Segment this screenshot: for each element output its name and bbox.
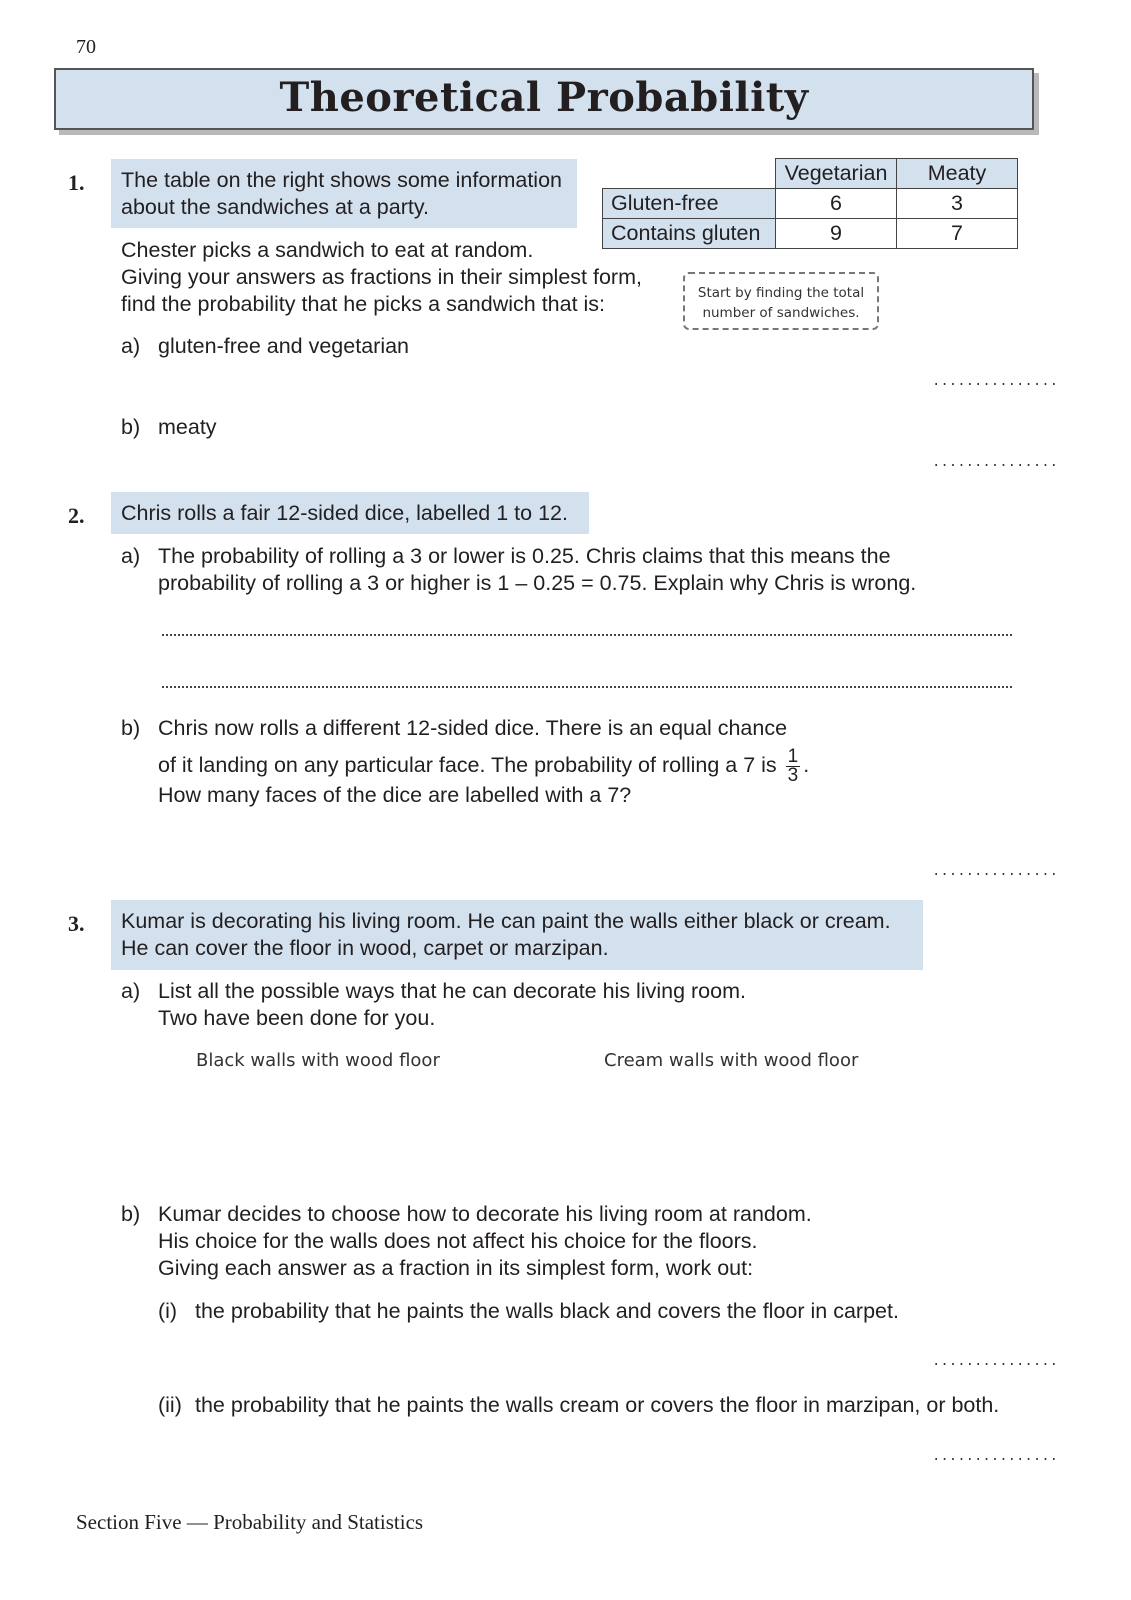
q1-part-a-label: a) bbox=[121, 334, 141, 358]
question-number-1: 1. bbox=[68, 170, 85, 195]
q3-part-b-line3: Giving each answer as a fraction in its simplest form, work out: bbox=[158, 1256, 754, 1280]
fraction-numerator: 1 bbox=[787, 746, 799, 767]
question-number-2: 2. bbox=[68, 503, 85, 528]
table-cell: 9 bbox=[776, 219, 897, 249]
q2-part-a-line2: probability of rolling a 3 or higher is 1 – 0.25 = 0.75. Explain why Chris is wrong. bbox=[158, 571, 917, 595]
q3-part-a-line2: Two have been done for you. bbox=[158, 1006, 436, 1030]
q3-part-a-label: a) bbox=[121, 979, 141, 1003]
table-row bbox=[603, 189, 1018, 219]
row-header-gluten-free: Gluten-free bbox=[603, 189, 776, 219]
q2-part-b-line3: How many faces of the dice are labelled with a 7? bbox=[158, 783, 632, 807]
q1-intro-line1: The table on the right shows some information bbox=[121, 168, 562, 192]
q1-part-a-text: gluten-free and vegetarian bbox=[158, 334, 410, 358]
answer-line-q3bi[interactable]: ............... bbox=[932, 1354, 1059, 1370]
q2-part-b-line1: Chris now rolls a different 12-sided dice. There is an equal chance bbox=[158, 716, 788, 740]
table-cell: 7 bbox=[897, 219, 1018, 249]
table-corner bbox=[603, 159, 776, 189]
q1-body-line2: Giving your answers as fractions in their simplest form, bbox=[121, 265, 642, 289]
col-header-meaty: Meaty bbox=[897, 159, 1018, 189]
fraction-denominator: 3 bbox=[787, 765, 799, 786]
q1-body-line3: find the probability that he picks a sandwich that is: bbox=[121, 292, 606, 316]
table-cell: 6 bbox=[776, 189, 897, 219]
answer-line-q2b[interactable]: ............... bbox=[932, 864, 1059, 880]
q3-sub-i-label: (i) bbox=[158, 1299, 178, 1323]
q3-intro-line2: He can cover the floor in wood, carpet or marzipan. bbox=[121, 936, 609, 960]
sandwich-table bbox=[602, 158, 1018, 249]
q3-intro-line1: Kumar is decorating his living room. He can paint the walls either black or cream. bbox=[121, 909, 891, 933]
q2-part-b-line2-text: of it landing on any particular face. The probability of rolling a 7 is bbox=[158, 753, 777, 778]
answer-line-q2a-1[interactable] bbox=[162, 634, 1012, 636]
answer-line-q2a-2[interactable] bbox=[162, 686, 1012, 688]
q1-part-b-text: meaty bbox=[158, 415, 217, 439]
q3-part-a-line1: List all the possible ways that he can decorate his living room. bbox=[158, 979, 746, 1003]
q3-sub-ii-text: the probability that he paints the walls cream or covers the floor in marzipan, or both. bbox=[195, 1393, 1000, 1417]
table-row bbox=[603, 219, 1018, 249]
hint-line2: number of sandwiches. bbox=[702, 305, 860, 321]
table-cell: 3 bbox=[897, 189, 1018, 219]
row-header-contains-gluten: Contains gluten bbox=[603, 219, 776, 249]
q2-part-a-label: a) bbox=[121, 544, 141, 568]
q2-part-b-label: b) bbox=[121, 716, 141, 740]
q3-example-2: Cream walls with wood floor bbox=[604, 1050, 859, 1071]
q3-sub-i-text: the probability that he paints the walls black and covers the floor in carpet. bbox=[195, 1299, 899, 1323]
hint-line1: Start by finding the total bbox=[697, 285, 865, 301]
q1-intro-line2: about the sandwiches at a party. bbox=[121, 195, 429, 219]
answer-line-q1a[interactable]: ............... bbox=[932, 374, 1059, 390]
q2-part-b-line2-end: . bbox=[803, 753, 810, 778]
table-header-row bbox=[603, 159, 1018, 189]
answer-line-q1b[interactable]: ............... bbox=[932, 455, 1059, 471]
page-title: Theoretical Probability bbox=[279, 74, 809, 121]
section-footer: Section Five — Probability and Statistics bbox=[76, 1510, 424, 1534]
q3-part-b-line2: His choice for the walls does not affect his choice for the floors. bbox=[158, 1229, 758, 1253]
q2-part-a-line1: The probability of rolling a 3 or lower is 0.25. Chris claims that this means the bbox=[158, 544, 891, 568]
fraction-one-third bbox=[786, 748, 801, 785]
q3-example-1: Black walls with wood floor bbox=[196, 1050, 440, 1071]
q2-intro: Chris rolls a fair 12-sided dice, labelled 1 to 12. bbox=[121, 501, 568, 525]
q3-part-b-label: b) bbox=[121, 1202, 141, 1226]
question-number-3: 3. bbox=[68, 911, 85, 936]
col-header-vegetarian: Vegetarian bbox=[776, 159, 897, 189]
q1-body-line1: Chester picks a sandwich to eat at random. bbox=[121, 238, 534, 262]
hint-box bbox=[683, 272, 879, 330]
answer-line-q3bii[interactable]: ............... bbox=[932, 1449, 1059, 1465]
q3-part-b-line1: Kumar decides to choose how to decorate his living room at random. bbox=[158, 1202, 812, 1226]
page-number: 70 bbox=[76, 36, 96, 58]
q2-part-b-line2 bbox=[158, 748, 809, 785]
q3-sub-ii-label: (ii) bbox=[158, 1393, 182, 1417]
q1-part-b-label: b) bbox=[121, 415, 141, 439]
